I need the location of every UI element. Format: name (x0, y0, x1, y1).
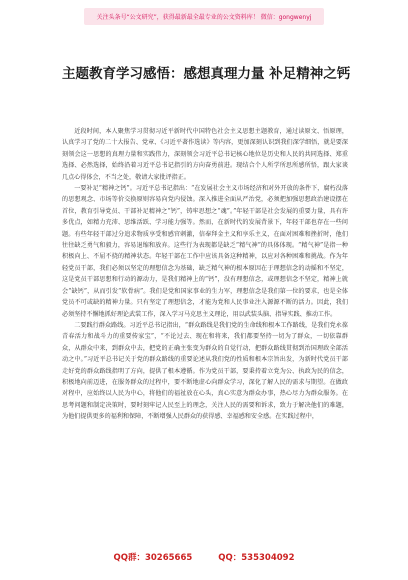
paragraph-section-2: 二要践行群众路线。习近平总书记指出，“群众路线是我们党的生命线和根本工作路线，是我们党永葆青春活力和战斗力的重要传家宝”，“不论过去、现在和将来，我们都要坚持一切为了群众，一切依靠群众，从群众中来，到群众中去，把党的正确主张变为群众的自觉行动，把群众路线贯彻到治国理政全部活动之中。”习近平总书记关于党的群众路线的重要论述从我们党的性质和根本宗旨出发，为新时代党员干部走好党的群众路线指明了方向，提供了根本遵循。作为党员干部，要秉持着立党为公、执政为民的信念，积极地向前迈进，在服务群众的过程中，要不断地虚心向群众学习，深化了解人民的需求与期望。在做政对程中，应始终以人民为中心，将他们的福祉放在心头，真心实意为群众办事，热心尽力为群众服务。在思考问题和制定决策时，要时刻牢记人民至上的理念，关注人民的需要和诉求，致力于解决他们的难题，为他们提供更多的福利和保障，不断增强人民群众的获得感、幸福感和安全感。在实践过程中， (62, 321, 348, 421)
paragraph-section-1: 一要补足“精神之钙”。习近平总书记指出：“在发展社会主义市场经济和对外开放的条件下，腐朽没落的思想观念、市场等价交换原则容易向党内侵蚀。深入推进全面从严治党，必须把加强思想政治建设摆在首位，教育引导党员、干部补足精神之“钙”，铸牢思想之“魂”。”年轻干部是社会发展的重要力量，具有许多优点，如精力充沛、思维活跃、学习能力强等。然而，在新时代的发展背景下，年轻干部也存在一些问题。有些年轻干部过分追求物质享受和感官刺激，信奉拜金主义和享乐主义，在面对困难和挫折时，他们往往缺乏勇气和毅力，容易退缩和放弃。这些行为表现都是缺乏“精气神”的具体体现。“精气神”是指一种积极向上、不屈不挠的精神状态。年轻干部在工作中应该具备这种精神，以应对各种困难和挑战。作为年轻党员干部，我们必须以坚定的理想信念为基础，缺乏精气神的根本原因在于理想信念的动摇和不坚定，这是党员干部思想和行动的源动力，是我们精神上的“钙”，没有理想信念，或理想信念不坚定，精神上就会“缺钙”，从而引发“软骨病”。我们是党和国家事业的生力军，理想信念是我们第一位的要求，也是全体党员不可或缺的精神力量。只有坚定了理想信念，才能为党和人民事业注入源源不断的活力。因此，我们必须坚持不懈地抓好理论武装工作，深入学习马克思主义理论，用以武装头脑、指导实践、推动工作。 (62, 185, 348, 318)
footer-qq: QQ：535304092 (218, 553, 295, 563)
document-title: 主题教育学习感悟：感想真理力量 补足精神之钙 (62, 66, 351, 82)
top-banner: 关注头条号“公文研究”，获得最新最全最专业的公文资料库！ 微信：gongwenyj (84, 8, 324, 25)
footer-qq-group: QQ群：30265665 (113, 553, 193, 563)
paragraph-intro: 近段时间，本人聚焦学习贯彻习近平新时代中国特色社会主义思想主题教育，通过读原文、悟原理，认真学习了党的二十大报告、党章、《习近平著作选读》等内容，更加深刻认识到我们深学细悟，就是要深刻领会这一思想的真理力量和实践伟力，深刻领会习近平总书记核心地位是历史和人民的共同选择、郑重选择、必然选择，始终沿着习近平总书记指引的方向奋勇前进。现结合个人所学所思所感所悟，跟大家谈几点心得体会，不当之处，敬请大家批评指正。 (62, 128, 348, 181)
footer-contact (0, 549, 408, 565)
document-body (62, 126, 348, 423)
